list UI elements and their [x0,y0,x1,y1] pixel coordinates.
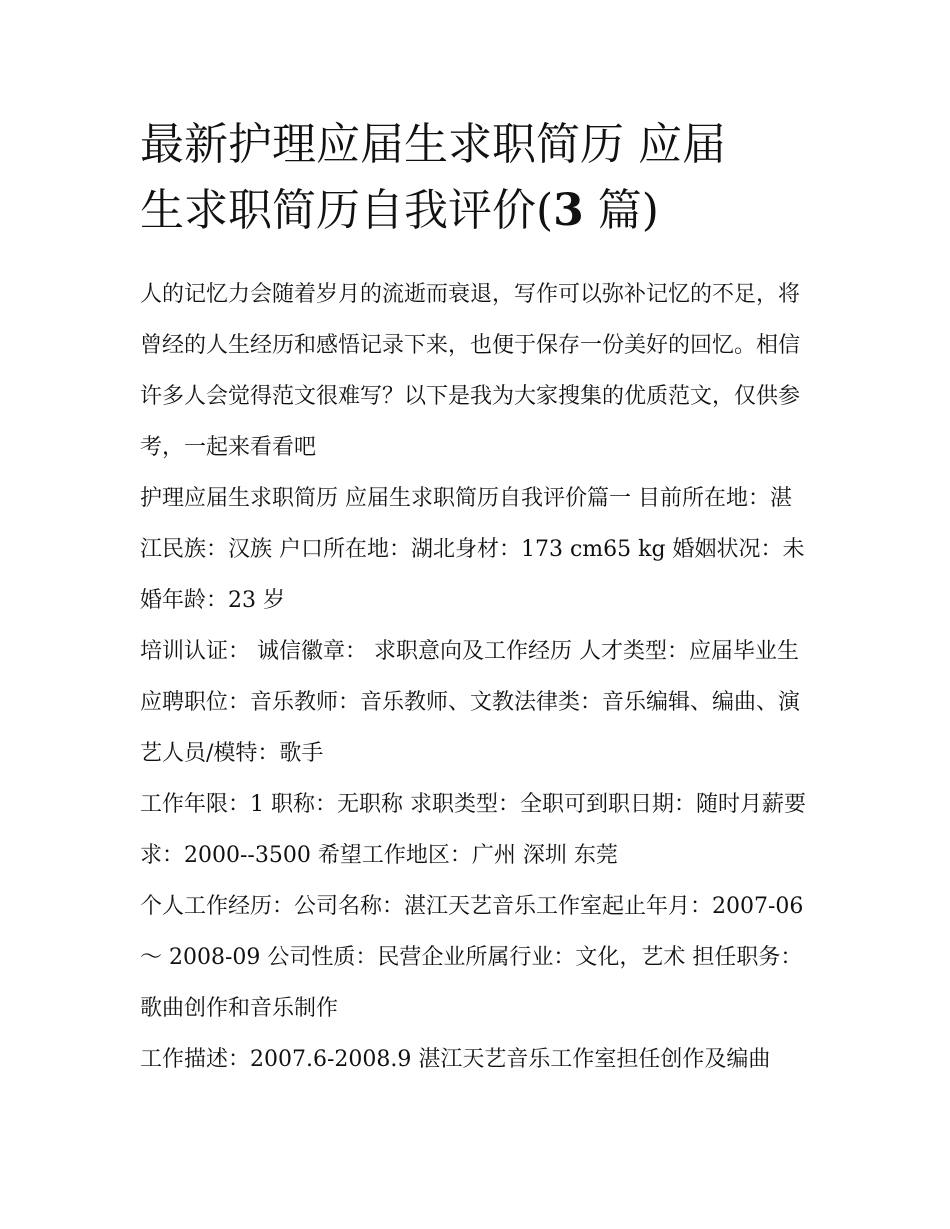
title-line-2-suffix: 篇) [583,185,659,236]
document-title [140,112,812,244]
title-line-1: 最新护理应届生求职简历 应届 [140,119,726,170]
resume-basic-info-paragraph: 护理应届生求职简历 应届生求职简历自我评价篇一 目前所在地：湛江民族：汉族 户口所在地：湖北身材：173 cm65 kg 婚姻状况：未婚年龄：23 岁 [140,486,805,613]
title-line-2-prefix: 生求职简历自我评价( [140,185,554,236]
title-article-count: 3 [553,185,584,236]
work-description-paragraph: 工作描述：2007.6-2008.9 湛江天艺音乐工作室担任创作及编曲 [140,1047,771,1072]
job-requirements-paragraph: 工作年限：1 职称：无职称 求职类型：全职可到职日期：随时月薪要求：2000--3500 希望工作地区：广州 深圳 东莞 [140,792,806,868]
intro-paragraph: 人的记忆力会随着岁月的流逝而衰退，写作可以弥补记忆的不足，将曾经的人生经历和感悟记录下来，也便于保存一份美好的回忆。相信许多人会觉得范文很难写？以下是我为大家搜集的优质范文，仅供参考，一起来看看吧 [140,282,801,460]
work-history-paragraph: 个人工作经历：公司名称：湛江天艺音乐工作室起止年月：2007-06 ～ 2008-09 公司性质：民营企业所属行业：文化，艺术 担任职务：歌曲创作和音乐制作 [140,894,804,1021]
document-body [140,112,812,1085]
title-line-2 [140,185,659,236]
training-and-intent-paragraph: 培训认证： 诚信徽章： 求职意向及工作经历 人才类型：应届毕业生 应聘职位：音乐教师：音乐教师、文教法律类：音乐编辑、编曲、演艺人员/模特：歌手 [140,639,801,766]
